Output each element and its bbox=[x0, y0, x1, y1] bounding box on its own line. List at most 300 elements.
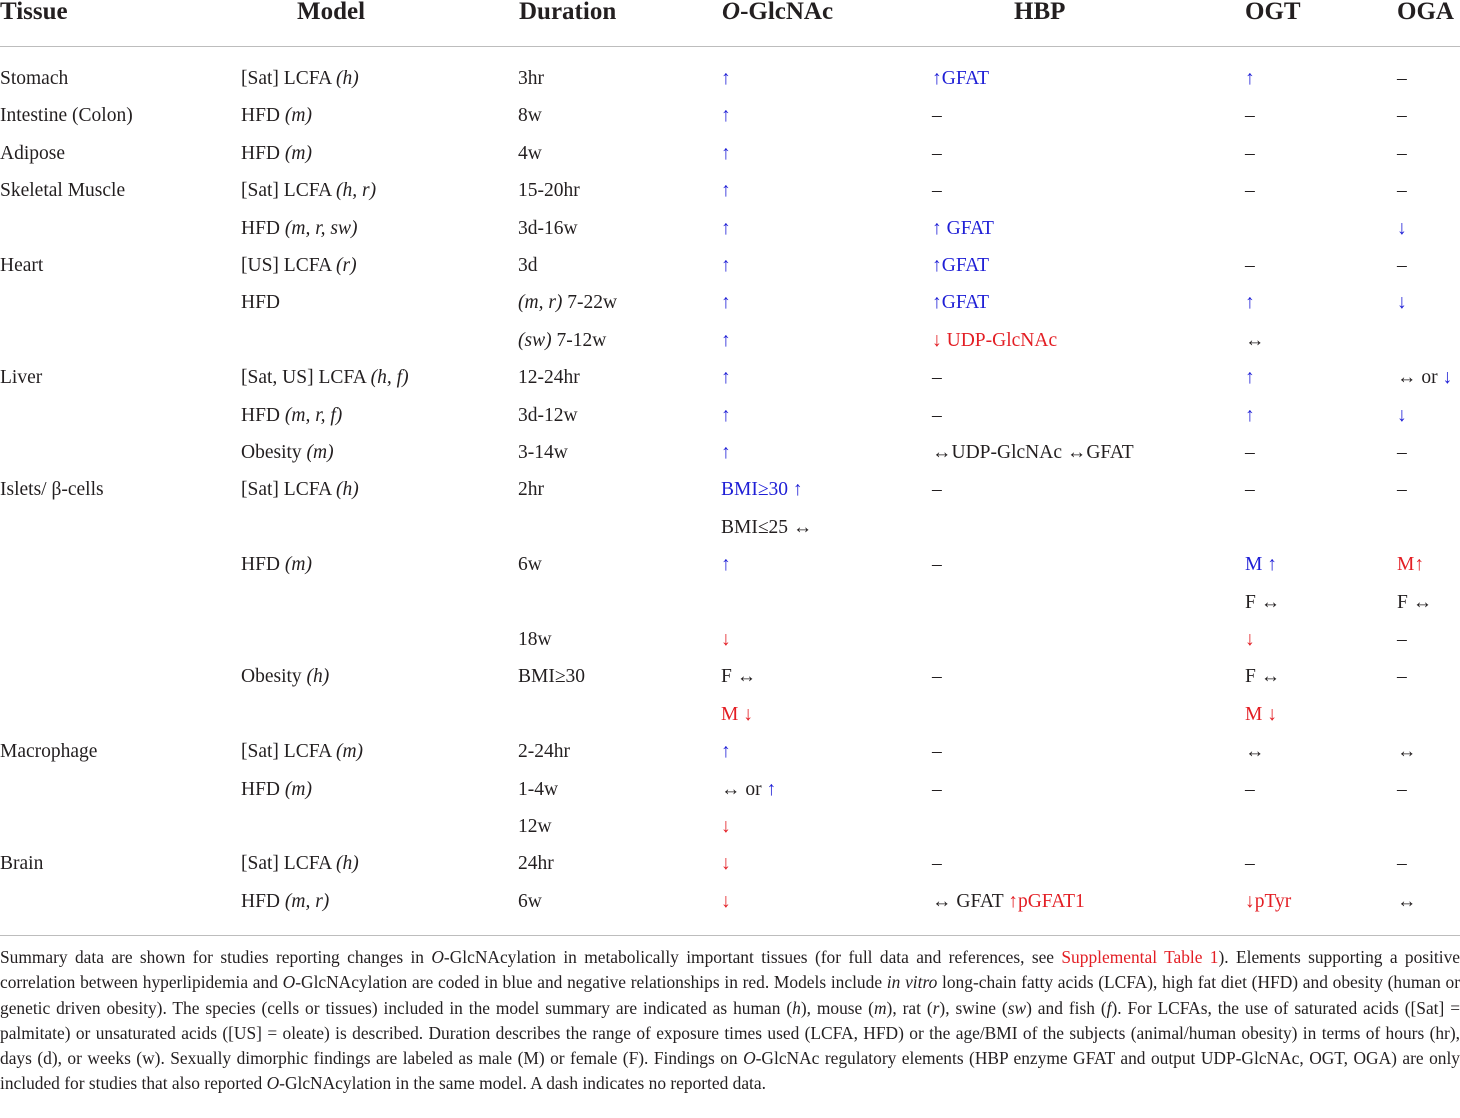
text-segment: – bbox=[932, 367, 942, 389]
cell-oga bbox=[1397, 883, 1417, 920]
cell-ogt bbox=[1245, 97, 1255, 134]
text-segment: 2-24hr bbox=[518, 741, 570, 763]
text-segment: – bbox=[932, 554, 942, 576]
text-segment: – bbox=[932, 105, 942, 127]
text-segment: – bbox=[932, 778, 942, 800]
text-segment: HFD bbox=[241, 404, 285, 426]
cell-hbp bbox=[932, 434, 1134, 471]
cell-model bbox=[241, 210, 357, 247]
cell-duration bbox=[518, 97, 542, 134]
text-segment: Obesity bbox=[241, 442, 307, 463]
text-segment: ↑ bbox=[721, 180, 731, 202]
cell-tissue bbox=[0, 135, 65, 172]
text-segment: in vitro bbox=[886, 972, 938, 993]
text-segment: ), mouse ( bbox=[800, 997, 874, 1018]
text-segment: Brain bbox=[0, 853, 44, 875]
cell-ogt bbox=[1245, 621, 1255, 658]
cell-model bbox=[241, 97, 312, 134]
cell-duration bbox=[518, 172, 580, 209]
text-segment: (h) bbox=[335, 853, 359, 875]
text-segment: – bbox=[1245, 180, 1255, 202]
cell-ogt bbox=[1245, 247, 1255, 284]
text-segment: ↑ bbox=[721, 329, 731, 351]
text-segment: ↑GFAT bbox=[932, 255, 990, 276]
text-segment: HFD bbox=[241, 217, 285, 239]
cell-oga bbox=[1397, 771, 1407, 808]
cell-oga bbox=[1397, 172, 1407, 209]
text-segment: ↑ bbox=[1245, 367, 1255, 389]
table-row bbox=[0, 771, 1460, 808]
table-header bbox=[0, 0, 1460, 47]
cell-oglcnac bbox=[721, 546, 731, 583]
table-row bbox=[0, 733, 1460, 770]
table-footnote bbox=[0, 945, 1460, 1097]
cell-oglcnac bbox=[721, 172, 731, 209]
text-segment: ↑ bbox=[721, 68, 731, 89]
text-segment: M ↑ bbox=[1245, 554, 1277, 576]
cell-ogt bbox=[1245, 135, 1255, 172]
table-row bbox=[0, 210, 1460, 247]
text-segment: – bbox=[932, 404, 942, 426]
table-row bbox=[0, 359, 1460, 396]
cell-oga bbox=[1397, 471, 1407, 508]
text-segment: HFD bbox=[241, 890, 285, 912]
text-segment: – bbox=[1397, 105, 1407, 127]
text-segment: ↑ bbox=[721, 105, 731, 127]
cell-model bbox=[241, 397, 342, 434]
text-segment: ), swine ( bbox=[939, 997, 1008, 1018]
cell-hbp bbox=[932, 97, 942, 134]
text-segment: ↑ bbox=[721, 217, 731, 239]
cell-ogt bbox=[1245, 172, 1255, 209]
cell-oglcnac bbox=[721, 135, 731, 172]
text-segment: 6w bbox=[518, 890, 542, 912]
text-segment: ↑ bbox=[766, 778, 777, 800]
text-segment: – bbox=[1245, 778, 1255, 800]
header-duration: Duration bbox=[519, 0, 617, 25]
cell-tissue bbox=[0, 97, 133, 134]
cell-hbp bbox=[932, 658, 942, 695]
text-segment: (h, f) bbox=[370, 367, 409, 389]
text-segment: Heart bbox=[0, 255, 44, 276]
cell-ogt bbox=[1245, 359, 1255, 396]
text-segment: ). For LCFAs, the use of saturated acids ([Sat] = palmitate) or unsaturated acids ([US] = oleate) is described. Duration describes the range of exposure times used (LCFA, HFD) or the age/BMI of the subjects (animal/human obesity) in terms of hours (hr), days (d), or weeks (w). Sexually dimorphic findings are labeled as male (M) or female (F). Findings on bbox=[0, 997, 1460, 1069]
cell-model bbox=[241, 172, 376, 209]
text-segment: (m, r) bbox=[284, 890, 330, 912]
text-segment: [Sat] LCFA bbox=[241, 180, 336, 202]
text-segment: 12w bbox=[518, 816, 552, 837]
text-segment: 18w bbox=[518, 629, 552, 650]
cell-oglcnac bbox=[721, 210, 731, 247]
text-segment: ↑GFAT bbox=[932, 292, 990, 314]
text-segment: ↑ GFAT bbox=[932, 217, 994, 239]
table-row bbox=[0, 60, 1460, 97]
cell-oglcnac bbox=[721, 733, 731, 770]
cell-ogt bbox=[1245, 771, 1255, 808]
cell-hbp bbox=[932, 284, 989, 321]
text-segment: F ↔ bbox=[1245, 591, 1281, 613]
cell-oglcnac bbox=[721, 247, 731, 284]
cell-ogt bbox=[1245, 284, 1255, 321]
text-segment: – bbox=[932, 479, 942, 501]
text-segment: – bbox=[1245, 853, 1255, 875]
header-ogt: OGT bbox=[1245, 0, 1301, 25]
cell-model bbox=[241, 471, 359, 508]
text-segment: ↔ bbox=[1245, 741, 1265, 763]
text-segment: BMI≤25 ↔ bbox=[721, 516, 813, 538]
text-segment: ↔ bbox=[1397, 741, 1417, 763]
cell-oglcnac bbox=[721, 60, 731, 97]
text-segment: -GlcNAcylation in metabolically important tissues (for full data and references, see bbox=[443, 947, 1062, 967]
text-segment: – bbox=[1397, 255, 1407, 276]
cell-duration bbox=[518, 359, 580, 396]
text-segment: (h) bbox=[335, 68, 359, 89]
table-row bbox=[0, 284, 1460, 321]
text-segment: 3d-12w bbox=[518, 404, 578, 426]
text-segment: [Sat] LCFA bbox=[241, 479, 336, 501]
text-segment: F ↔ bbox=[721, 666, 757, 688]
text-segment: 7-12w bbox=[551, 329, 607, 351]
text-segment: ↓ bbox=[721, 890, 731, 912]
text-segment: – bbox=[932, 180, 942, 202]
cell-ogt bbox=[1245, 322, 1265, 359]
text-segment: ↓pTyr bbox=[1245, 890, 1292, 912]
cell-duration bbox=[518, 247, 538, 284]
cell-duration bbox=[518, 845, 554, 882]
text-segment: F ↔ bbox=[1397, 591, 1433, 613]
cell-ogt bbox=[1245, 883, 1291, 920]
cell-oglcnac bbox=[721, 284, 731, 321]
cell-oga bbox=[1397, 658, 1407, 695]
text-segment: 8w bbox=[518, 105, 542, 127]
text-segment: ↑ bbox=[721, 292, 731, 314]
cell-ogt bbox=[1245, 845, 1255, 882]
text-segment: ↓ bbox=[1245, 629, 1255, 650]
cell-tissue bbox=[0, 172, 125, 209]
text-segment: – bbox=[1397, 479, 1407, 501]
cell-ogt bbox=[1245, 60, 1255, 97]
text-segment: ↑ bbox=[721, 142, 731, 164]
header-hbp: HBP bbox=[1014, 0, 1066, 25]
text-segment: Liver bbox=[0, 367, 43, 389]
text-segment: Intestine (Colon) bbox=[0, 105, 133, 127]
cell-duration bbox=[518, 546, 542, 583]
cell-model bbox=[241, 247, 357, 284]
text-segment: ↑ bbox=[721, 367, 731, 389]
text-segment: – bbox=[1245, 142, 1255, 164]
cell-hbp bbox=[932, 172, 942, 209]
text-segment: (m) bbox=[284, 105, 312, 127]
text-segment: ↓ bbox=[1442, 367, 1453, 389]
text-segment: 3d bbox=[518, 255, 538, 276]
text-segment: – bbox=[1245, 105, 1255, 127]
cell-hbp bbox=[932, 135, 942, 172]
text-segment: ). Elements supporting a positive correlation between hyperlipidemia and bbox=[0, 947, 1460, 993]
cell-oglcnac bbox=[721, 771, 776, 808]
text-segment: (m) bbox=[284, 554, 312, 576]
cell-duration bbox=[518, 397, 578, 434]
cell-model bbox=[241, 434, 334, 471]
table-row bbox=[0, 172, 1460, 209]
cell-tissue bbox=[0, 733, 97, 770]
cell-hbp bbox=[932, 359, 942, 396]
text-segment: BMI≥30 ↑ bbox=[721, 479, 803, 501]
text-segment: HFD bbox=[241, 778, 285, 800]
text-segment: ), rat ( bbox=[886, 997, 933, 1018]
text-segment: HFD bbox=[241, 292, 281, 314]
cell-oga bbox=[1397, 97, 1407, 134]
text-segment: (h) bbox=[335, 479, 359, 501]
text-segment: ↓ bbox=[721, 629, 731, 650]
cell-oglcnac bbox=[721, 845, 731, 882]
text-segment: – bbox=[1397, 68, 1407, 89]
cell-model bbox=[241, 883, 329, 920]
table-row bbox=[0, 883, 1460, 920]
cell-oglcnac bbox=[721, 509, 812, 546]
text-segment: f bbox=[1106, 997, 1112, 1018]
text-segment: – bbox=[1397, 142, 1407, 164]
table-row bbox=[0, 509, 1460, 546]
supplemental-table-link[interactable]: Supplemental Table 1 bbox=[1061, 947, 1219, 967]
cell-oga bbox=[1397, 135, 1407, 172]
text-segment: (m) bbox=[335, 741, 364, 763]
cell-hbp bbox=[932, 771, 942, 808]
cell-model bbox=[241, 284, 280, 321]
text-segment: ↓ bbox=[1397, 217, 1407, 239]
text-segment: 2hr bbox=[518, 479, 544, 501]
cell-oglcnac bbox=[721, 397, 731, 434]
cell-oglcnac bbox=[721, 808, 731, 845]
text-segment: [Sat, US] LCFA bbox=[241, 367, 371, 389]
text-segment: M ↓ bbox=[721, 703, 753, 725]
cell-ogt bbox=[1245, 397, 1255, 434]
text-segment: ↑GFAT bbox=[932, 68, 990, 89]
text-segment: – bbox=[1397, 180, 1407, 202]
cell-hbp bbox=[932, 845, 942, 882]
cell-model bbox=[241, 658, 329, 695]
cell-hbp bbox=[932, 397, 942, 434]
text-segment: -GlcNAc regulatory elements (HBP enzyme GFAT and output UDP-GlcNAc, OGT, OGA) are only included for studies that also reported bbox=[0, 1048, 1460, 1094]
text-segment: 3-14w bbox=[518, 442, 568, 463]
text-segment: ↑ bbox=[1245, 68, 1255, 89]
cell-oglcnac bbox=[721, 471, 803, 508]
text-segment: h bbox=[792, 997, 801, 1018]
cell-model bbox=[241, 359, 409, 396]
cell-oglcnac bbox=[721, 97, 731, 134]
text-segment: -GlcNAcylation in the same model. A dash indicates no reported data. bbox=[279, 1073, 766, 1094]
header-oga: OGA bbox=[1397, 0, 1454, 25]
text-segment: ↑ bbox=[1245, 404, 1255, 426]
cell-oga bbox=[1397, 359, 1452, 396]
text-segment: long-chain fatty acids (LCFA), high fat diet (HFD) and obesity (human or genetic driven obesity). The species (cells or tissues) included in the model summary are indicated as human ( bbox=[0, 972, 1460, 1018]
text-segment: [Sat] LCFA bbox=[241, 741, 336, 763]
text-segment: ↔ or bbox=[721, 778, 767, 800]
table-row bbox=[0, 546, 1460, 583]
text-segment: Summary data are shown for studies reporting changes in bbox=[0, 947, 432, 967]
cell-oglcnac bbox=[721, 322, 731, 359]
cell-ogt bbox=[1245, 434, 1255, 471]
text-segment: ↔ bbox=[1397, 890, 1417, 912]
text-segment: ↓ bbox=[721, 816, 731, 837]
cell-duration bbox=[518, 434, 568, 471]
table-row bbox=[0, 247, 1460, 284]
text-segment: ↑ bbox=[721, 255, 731, 276]
table-row bbox=[0, 621, 1460, 658]
text-segment: Stomach bbox=[0, 68, 69, 89]
text-segment: BMI≥30 bbox=[518, 666, 586, 688]
text-segment: (m) bbox=[306, 442, 334, 463]
text-segment: – bbox=[1245, 479, 1255, 501]
text-segment: Obesity bbox=[241, 666, 307, 688]
text-segment: M↑ bbox=[1397, 554, 1425, 576]
text-segment: (m, r) bbox=[518, 292, 563, 314]
cell-oga bbox=[1397, 284, 1407, 321]
text-segment: F ↔ bbox=[1245, 666, 1281, 688]
cell-model bbox=[241, 546, 312, 583]
text-segment: (m, r, sw) bbox=[284, 217, 358, 239]
text-segment: 3hr bbox=[518, 68, 544, 89]
cell-oga bbox=[1397, 546, 1424, 583]
cell-tissue bbox=[0, 60, 68, 97]
cell-oga bbox=[1397, 434, 1407, 471]
text-segment: – bbox=[1397, 442, 1407, 463]
text-segment: [Sat] LCFA bbox=[241, 68, 336, 89]
table-row bbox=[0, 808, 1460, 845]
table-row bbox=[0, 135, 1460, 172]
cell-oga bbox=[1397, 845, 1407, 882]
text-segment: (sw) bbox=[518, 329, 552, 351]
text-segment: – bbox=[932, 853, 942, 875]
text-segment: (m) bbox=[284, 142, 312, 164]
text-segment: – bbox=[932, 666, 942, 688]
cell-model bbox=[241, 60, 359, 97]
cell-oga bbox=[1397, 210, 1407, 247]
text-segment: Macrophage bbox=[0, 741, 98, 763]
cell-tissue bbox=[0, 845, 43, 882]
text-segment: sw bbox=[1007, 997, 1027, 1018]
text-segment: – bbox=[932, 741, 942, 763]
text-segment: (m) bbox=[284, 778, 312, 800]
text-segment: – bbox=[1245, 255, 1255, 276]
cell-hbp bbox=[932, 546, 942, 583]
cell-tissue bbox=[0, 471, 104, 508]
text-segment: ↑ bbox=[1245, 292, 1255, 314]
cell-hbp bbox=[932, 247, 989, 284]
text-segment: (r) bbox=[336, 255, 357, 276]
cell-duration bbox=[518, 621, 552, 658]
text-segment: 12-24hr bbox=[518, 367, 580, 389]
cell-hbp bbox=[932, 60, 989, 97]
text-segment: 15-20hr bbox=[518, 180, 580, 202]
cell-hbp bbox=[932, 471, 942, 508]
text-segment: O bbox=[431, 947, 444, 967]
text-segment: ↓ bbox=[721, 853, 731, 875]
text-segment: (h, r) bbox=[335, 180, 377, 202]
text-segment: [Sat] LCFA bbox=[241, 853, 336, 875]
cell-duration bbox=[518, 322, 606, 359]
text-segment: ↔ or bbox=[1397, 367, 1443, 389]
text-segment: – bbox=[1397, 666, 1407, 688]
cell-duration bbox=[518, 60, 544, 97]
table-bottom-rule bbox=[0, 935, 1460, 936]
cell-tissue bbox=[0, 359, 42, 396]
text-segment: ↑ bbox=[721, 442, 731, 463]
table-row bbox=[0, 696, 1460, 733]
text-segment: ↓ UDP-GlcNAc bbox=[932, 329, 1058, 351]
text-segment: -GlcNAcylation are coded in blue and negative relationships in red. Models include bbox=[295, 972, 887, 993]
cell-duration bbox=[518, 135, 542, 172]
text-segment: – bbox=[1397, 778, 1407, 800]
cell-duration bbox=[518, 883, 542, 920]
table-row bbox=[0, 322, 1460, 359]
table-row bbox=[0, 434, 1460, 471]
text-segment: HFD bbox=[241, 554, 285, 576]
cell-duration bbox=[518, 808, 552, 845]
cell-oglcnac bbox=[721, 696, 753, 733]
table-row bbox=[0, 471, 1460, 508]
text-segment: ↑ bbox=[721, 554, 731, 576]
text-segment: (m, r, f) bbox=[284, 404, 343, 426]
text-segment: ↔ bbox=[1245, 329, 1265, 351]
cell-model bbox=[241, 135, 312, 172]
text-segment: ↑pGFAT1 bbox=[1008, 890, 1085, 912]
header-model: Model bbox=[297, 0, 366, 25]
cell-oga bbox=[1397, 584, 1432, 621]
cell-oga bbox=[1397, 621, 1407, 658]
header-tissue: Tissue bbox=[0, 0, 68, 25]
text-segment: Adipose bbox=[0, 142, 65, 164]
cell-duration bbox=[518, 284, 617, 321]
text-segment: O bbox=[282, 972, 296, 993]
text-segment: ↔UDP-GlcNAc ↔GFAT bbox=[932, 442, 1134, 463]
cell-duration bbox=[518, 658, 585, 695]
cell-ogt bbox=[1245, 658, 1280, 695]
text-segment: ↑ bbox=[721, 741, 731, 763]
text-segment: – bbox=[932, 142, 942, 164]
cell-oglcnac bbox=[721, 658, 756, 695]
cell-oglcnac bbox=[721, 359, 731, 396]
cell-duration bbox=[518, 771, 558, 808]
cell-oglcnac bbox=[721, 883, 731, 920]
header-oglcnac: O-GlcNAc bbox=[722, 0, 834, 25]
cell-hbp bbox=[932, 210, 994, 247]
cell-hbp bbox=[932, 883, 1085, 920]
text-segment: M ↓ bbox=[1245, 703, 1277, 725]
text-segment: ↓ bbox=[1397, 292, 1407, 314]
text-segment: ↔ GFAT bbox=[932, 890, 1009, 912]
cell-ogt bbox=[1245, 584, 1280, 621]
text-segment: 7-22w bbox=[562, 292, 618, 314]
cell-oga bbox=[1397, 733, 1417, 770]
cell-oga bbox=[1397, 397, 1407, 434]
cell-hbp bbox=[932, 733, 942, 770]
text-segment: Skeletal Muscle bbox=[0, 180, 126, 202]
cell-tissue bbox=[0, 247, 43, 284]
cell-oga bbox=[1397, 247, 1407, 284]
cell-oglcnac bbox=[721, 434, 731, 471]
text-segment: ↓ bbox=[1397, 404, 1407, 426]
text-segment: 24hr bbox=[518, 853, 554, 875]
table-row bbox=[0, 397, 1460, 434]
text-segment: – bbox=[1397, 853, 1407, 875]
text-segment: HFD bbox=[241, 105, 285, 127]
cell-oglcnac bbox=[721, 621, 731, 658]
cell-ogt bbox=[1245, 733, 1265, 770]
cell-ogt bbox=[1245, 546, 1277, 583]
cell-model bbox=[241, 845, 359, 882]
text-segment: r bbox=[932, 997, 940, 1018]
text-segment: 1-4w bbox=[518, 778, 559, 800]
